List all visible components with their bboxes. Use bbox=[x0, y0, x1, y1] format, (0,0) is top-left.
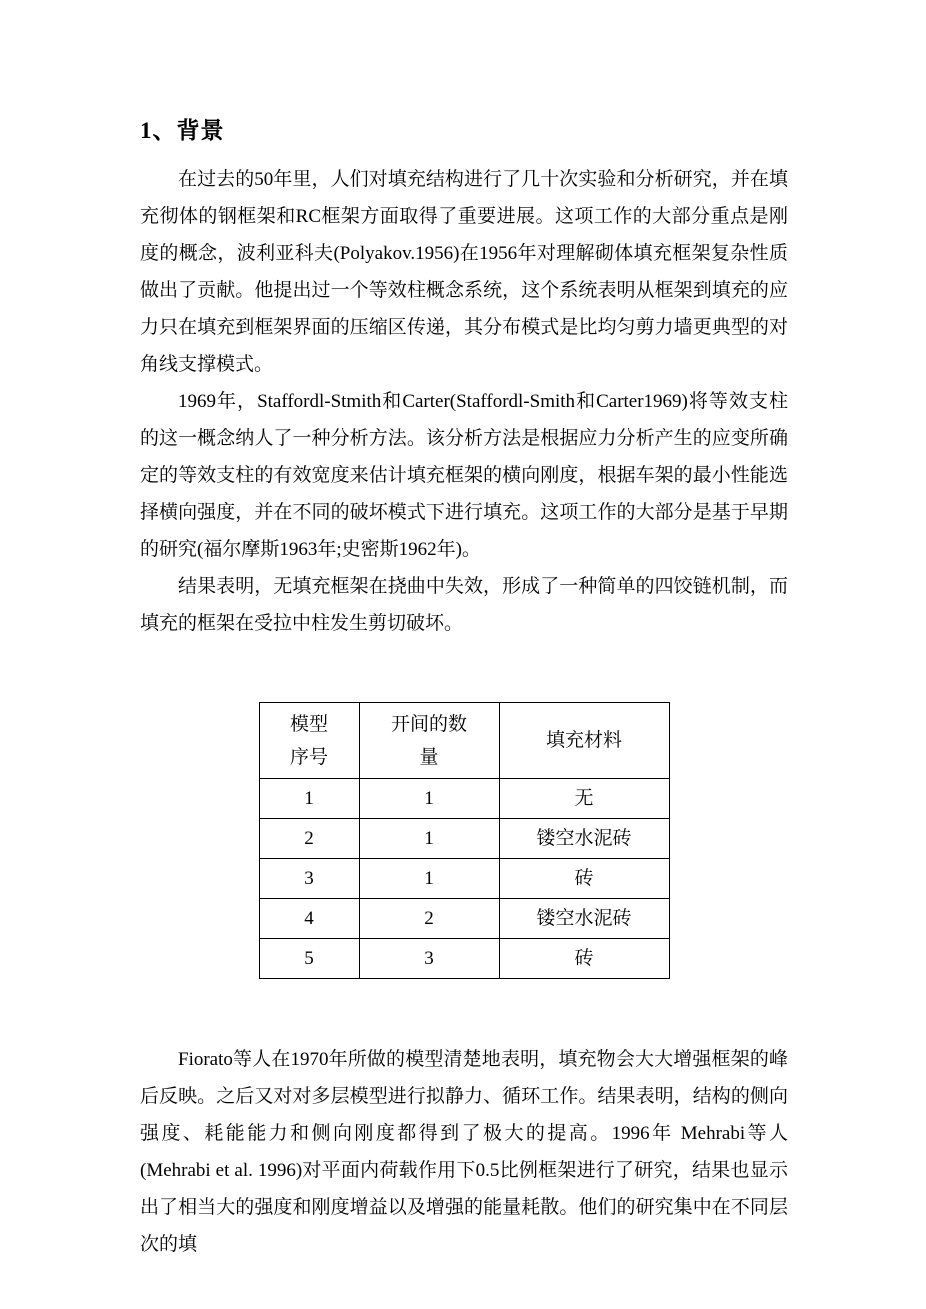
table-cell: 3 bbox=[359, 939, 499, 979]
table-row bbox=[259, 779, 669, 819]
table-cell: 砖 bbox=[499, 859, 669, 899]
table-cell: 4 bbox=[259, 899, 359, 939]
header-bays-line1: 开间的数 bbox=[390, 713, 467, 735]
header-cell-bay-count bbox=[359, 703, 499, 779]
table-cell: 2 bbox=[259, 819, 359, 859]
table-cell: 镂空水泥砖 bbox=[499, 899, 669, 939]
table-row bbox=[259, 859, 669, 899]
paragraph-background-4: Fiorato等人在1970年所做的模型清楚地表明，填充物会大大增强框架的峰后反映。之后又对对多层模型进行拟静力、循环工作。结果表明，结构的侧向强度、耗能能力和侧向刚度都得到了极大的提高。1996年 Mehrabi等人(Mehrabi et al. 1996)对平面内荷载作用下0.5比例框架进行了研究，结果也显示出了相当大的强度和刚度增益以及增强的能量耗散。他们的研究集中在不同层次的填 bbox=[140, 1049, 788, 1255]
header-infill-line1: 填充材料 bbox=[545, 730, 622, 751]
table-row bbox=[259, 819, 669, 859]
table-cell: 1 bbox=[359, 779, 499, 819]
table-cell: 无 bbox=[499, 779, 669, 819]
header-bays-line2: 量 bbox=[419, 746, 439, 768]
table-row bbox=[259, 899, 669, 939]
paragraph-background-2: 1969年，Staffordl-Stmith和Carter(Staffordl-Smith和Carter1969)将等效支柱的这一概念纳人了一种分析方法。该分析方法是根据应力分析产生的应变所确定的等效支柱的有效宽度来估计填充框架的横向刚度，根据车架的最小性能选择横向强度，并在不同的破坏模式下进行填充。这项工作的大部分是基于早期的研究(福尔摩斯1963年;史密斯1962年)。 bbox=[140, 391, 788, 560]
paragraph-background-3: 结果表明，无填充框架在挠曲中失效，形成了一种简单的四饺链机制，而填充的框架在受拉中柱发生剪切破坏。 bbox=[140, 576, 788, 634]
paragraph-background-1: 在过去的50年里，人们对填充结构进行了几十次实验和分析研究，并在填充彻体的钢框架和RC框架方面取得了重要进展。这项工作的大部分重点是刚度的概念，波利亚科夫(Polyakov.1956)在1956年对理解砌体填充框架复杂性质做出了贡献。他提出过一个等效柱概念系统，这个系统表明从框架到填充的应力只在填充到框架界面的压缩区传递，其分布模式是比均匀剪力墙更典型的对角线支撑模式。 bbox=[140, 169, 788, 375]
table-cell: 1 bbox=[359, 819, 499, 859]
table-cell: 1 bbox=[259, 779, 359, 819]
section-heading: 1、背景 bbox=[140, 118, 225, 143]
table-cell: 砖 bbox=[499, 939, 669, 979]
model-table bbox=[259, 702, 670, 979]
model-table-container bbox=[140, 702, 788, 979]
table-cell: 镂空水泥砖 bbox=[499, 819, 669, 859]
header-cell-model-number bbox=[259, 703, 359, 779]
table-cell: 3 bbox=[259, 859, 359, 899]
header-model-line1: 模型 bbox=[289, 713, 328, 735]
table-cell: 2 bbox=[359, 899, 499, 939]
header-model-line2: 序号 bbox=[289, 746, 328, 768]
table-cell: 5 bbox=[259, 939, 359, 979]
header-cell-infill-material bbox=[499, 703, 669, 779]
table-header-row bbox=[259, 703, 669, 779]
table-row bbox=[259, 939, 669, 979]
table-cell: 1 bbox=[359, 859, 499, 899]
